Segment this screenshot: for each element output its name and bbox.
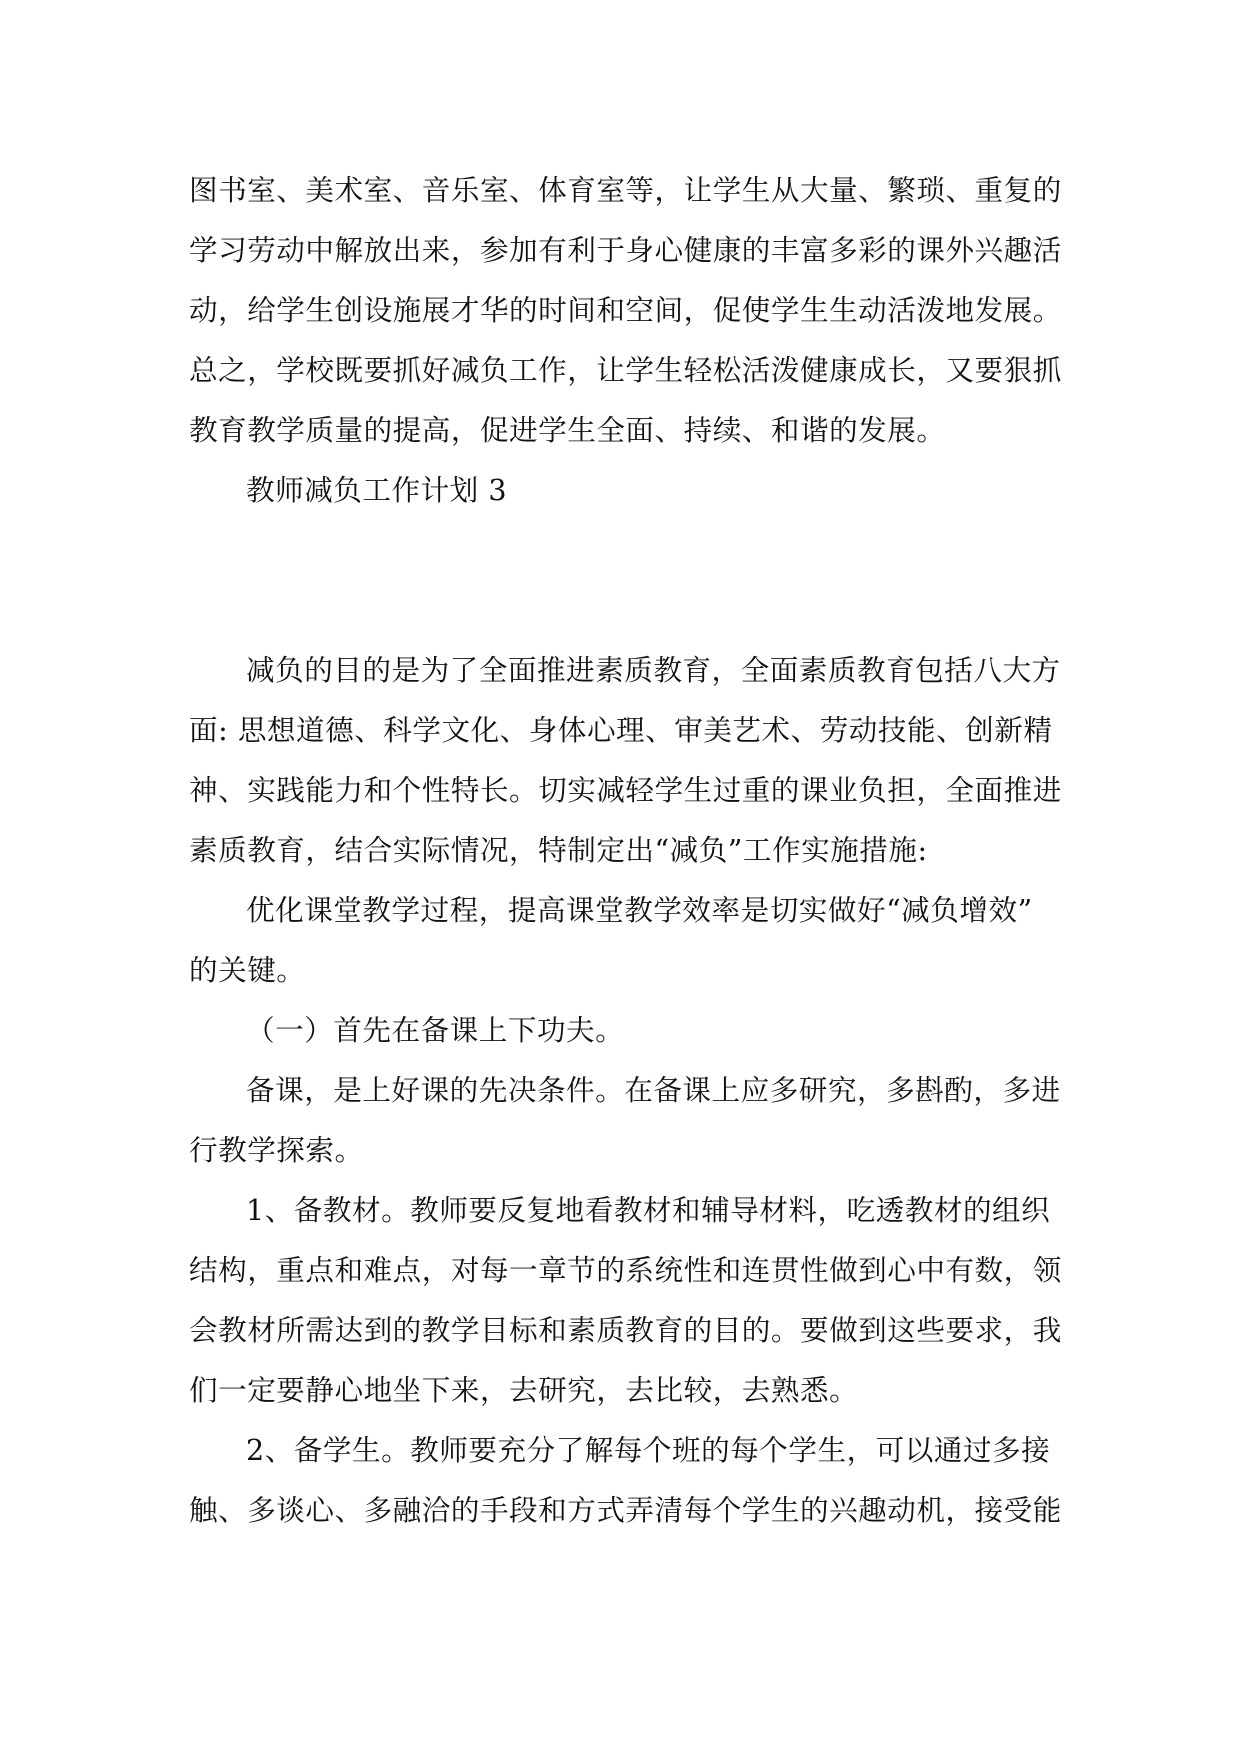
blank-gap: [189, 520, 1054, 640]
text-line: 会教材所需达到的教学目标和素质教育的目的。要做到这些要求，我: [189, 1313, 1062, 1347]
text-line: 学习劳动中解放出来，参加有利于身心健康的丰富多彩的课外兴趣活: [189, 233, 1062, 267]
text-line: 1、备教材。教师要反复地看教材和辅导材料，吃透教材的组织: [246, 1193, 1051, 1227]
heading-line: 教师减负工作计划 3: [246, 473, 508, 507]
text-line: （一）首先在备课上下功夫。: [246, 1013, 625, 1047]
paragraph-p1: [189, 160, 1062, 460]
text-line: 素质教育，结合实际情况，特制定出“减负”工作实施措施:: [189, 833, 928, 867]
text-line: 触、多谈心、多融洽的手段和方式弄清每个学生的兴趣动机，接受能: [189, 1493, 1062, 1527]
text-line: 神、实践能力和个性特长。切实减轻学生过重的课业负担，全面推进: [189, 773, 1062, 807]
text-line: 动，给学生创设施展才华的时间和空间，促使学生生动活泼地发展。: [189, 293, 1062, 327]
document-body: [189, 160, 1062, 1540]
paragraph-p2: [189, 640, 1062, 880]
text-line: 图书室、美术室、音乐室、体育室等，让学生从大量、繁琐、重复的: [189, 173, 1062, 207]
text-line: 们一定要静心地坐下来，去研究，去比较，去熟悉。: [189, 1373, 859, 1407]
text-line: 2、备学生。教师要充分了解每个班的每个学生，可以通过多接: [246, 1433, 1051, 1467]
paragraph-p3: [189, 880, 1054, 1000]
text-line: 减负的目的是为了全面推进素质教育，全面素质教育包括八大方: [246, 653, 1061, 687]
text-line: 教育教学质量的提高，促进学生全面、持续、和谐的发展。: [189, 413, 946, 447]
paragraph-p7: [189, 1420, 1062, 1540]
paragraph-p4: [189, 1000, 1054, 1060]
text-line: 总之，学校既要抓好减负工作，让学生轻松活泼健康成长，又要狠抓: [189, 353, 1062, 387]
text-line: 结构，重点和难点，对每一章节的系统性和连贯性做到心中有数，领: [189, 1253, 1062, 1287]
section-heading: [189, 460, 1054, 520]
text-line: 备课，是上好课的先决条件。在备课上应多研究，多斟酌，多进: [246, 1073, 1061, 1107]
paragraph-p5: [189, 1060, 1061, 1180]
paragraph-p6: [189, 1180, 1062, 1420]
text-line: 优化课堂教学过程，提高课堂教学效率是切实做好“减负增效”: [246, 893, 1033, 927]
text-line: 面: 思想道德、科学文化、身体心理、审美艺术、劳动技能、创新精: [189, 713, 1053, 747]
text-line: 的关键。: [189, 953, 306, 987]
text-line: 行教学探索。: [189, 1133, 364, 1167]
